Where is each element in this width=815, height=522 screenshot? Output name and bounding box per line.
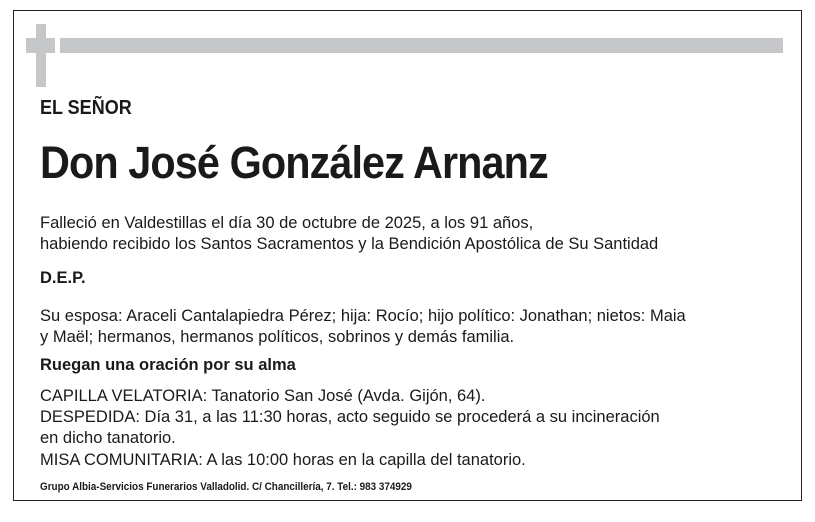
detail-line-1: CAPILLA VELATORIA: Tanatorio San José (Avda. Gijón, 64). xyxy=(40,387,486,405)
detail-line-4: MISA COMUNITARIA: A las 10:00 horas en la capilla del tanatorio. xyxy=(40,451,526,469)
death-line-2: habiendo recibido los Santos Sacramentos y la Bendición Apostólica de Su Santidad xyxy=(40,235,659,253)
deceased-name: Don José González Arnanz xyxy=(40,137,548,188)
footer: Grupo Albia-Servicios Funerarios Valladolid. C/ Chancillería, 7. Tel.: 983 374929 xyxy=(40,481,412,493)
heading: EL SEÑOR xyxy=(40,97,132,119)
cross-icon xyxy=(36,24,46,87)
header-bar xyxy=(60,38,783,53)
family-line-1: Su esposa: Araceli Cantalapiedra Pérez; hija: Rocío; hijo político: Jonathan; nietos: Maia xyxy=(40,307,686,325)
family-line-2: y Maël; hermanos, hermanos políticos, sobrinos y demás familia. xyxy=(40,328,515,346)
prayer: Ruegan una oración por su alma xyxy=(40,356,296,374)
detail-line-3: en dicho tanatorio. xyxy=(40,429,176,447)
detail-line-2: DESPEDIDA: Día 31, a las 11:30 horas, acto seguido se procederá a su incineración xyxy=(40,408,660,426)
death-line-1: Falleció en Valdestillas el día 30 de octubre de 2025, a los 91 años, xyxy=(40,214,534,232)
dep: D.E.P. xyxy=(40,269,86,287)
cross-icon-arm xyxy=(26,38,55,53)
